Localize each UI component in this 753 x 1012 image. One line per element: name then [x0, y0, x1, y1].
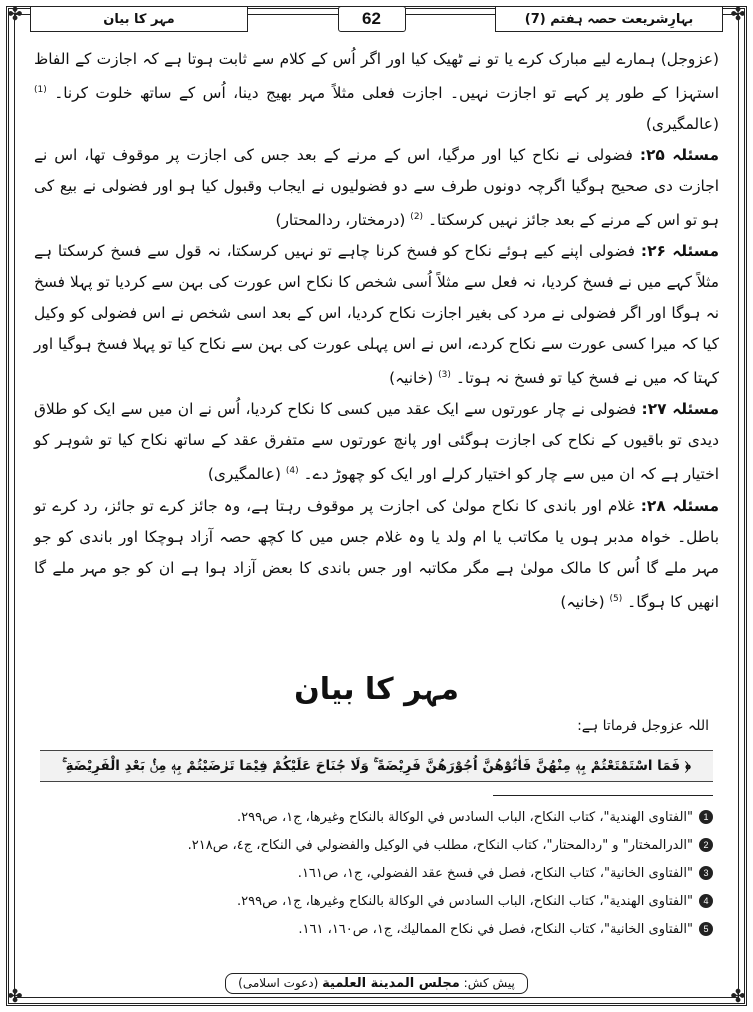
source-citation: (درمختار، ردالمحتار)	[275, 211, 406, 230]
masala-27: مسئلہ ۲۷: فضولی نے چار عورتوں سے ایک عقد میں کسی کا نکاح کردیا، اُس نے ان میں سے ایک کو طلاق دیدی تو باقیوں کے نکاح کی اجازت ہوگئی اور پانچ عورتوں سے متفرق عقد کے ساتھ نکاح کیا تو شوہر کو اختیار ہے کہ ان میں سے چار کو اختیار کرلے اور ایک کو چھوڑ دے۔ $^{(4)}$ (عالمگیری)	[34, 400, 719, 484]
book-title: بہارِشریعت حصہ ہفتم (7)	[495, 6, 723, 32]
masala-26: مسئلہ ۲۶: فضولی اپنے کیے ہوئے نکاح کو فسخ کرنا چاہے تو نہیں کرسکتا، نہ قول سے فسخ کرسکتا ہے مثلاً کہے میں نے فسخ کردیا، نہ فعل سے مثلاً اُسی شخص کا نکاح اس عورت کی بہن سے کردیا تو پہلا فسخ نہ ہوگا اور اگر فضولی نے مرد کی بغیر اجازت نکاح کردیا، اس کے بعد اسی شخص نے اس فضولی کو وکیل کیا کہ میرا کسی عورت سے نکاح کردے، اس نے اس پہلی عورت کی بہن سے نکاح کیا تو پہلا فسخ ہوگیا اور کہتا کہ میں نے فسخ کیا تو فسخ نہ ہوتا۔ $^{(3)}$ (خانیہ)	[34, 242, 719, 388]
footnote-text: "الفتاوی الهندية"، كتاب النكاح، الباب السادس في الوكالة بالنكاح وغيرها، ج١، ص٢٩٩.	[237, 809, 693, 825]
masala-label: مسئلہ ۲۷:	[641, 400, 719, 419]
footnote-ref[interactable]: (2)	[410, 212, 424, 223]
footnote-text: "الدرالمختار" و "ردالمحتار"، كتاب النكاح، مطلب في الوكيل والفضولي في النكاح، ج٤، ص٢١٨.	[187, 837, 693, 853]
footnote-number: 5	[699, 922, 713, 936]
footnote-item	[40, 803, 713, 831]
page-number: 62	[338, 6, 406, 32]
masala-label: مسئلہ ۲۵:	[639, 146, 719, 165]
corner-ornament-icon: ✤	[7, 986, 23, 1007]
footnote-item	[40, 915, 713, 943]
footnote-text: "الفتاوی الخانية"، كتاب النكاح، فصل في نكاح المماليك، ج١، ص١٦٠، ١٦١.	[298, 921, 693, 937]
footnote-text: "الفتاوی الخانية"، كتاب النكاح، فصل في فسخ عقد الفضولي، ج١، ص١٦١.	[297, 865, 693, 881]
chapter-title: مہر کا بیان	[30, 6, 248, 32]
footer-prefix: پیش کش:	[463, 976, 515, 990]
body-text	[34, 44, 719, 618]
footnote-ref[interactable]: (3)	[438, 370, 451, 381]
footnote-number: 1	[699, 810, 713, 824]
source-citation: (عالمگیری)	[207, 465, 281, 484]
corner-ornament-icon: ✤	[730, 4, 746, 25]
publisher-badge	[225, 973, 528, 994]
corner-ornament-icon: ✤	[730, 986, 746, 1007]
verse-intro: اللہ عزوجل فرماتا ہے:	[577, 718, 709, 734]
footnote-number: 3	[699, 866, 713, 880]
source-citation: (عالمگیری)	[645, 115, 719, 134]
footnote-item	[40, 831, 713, 859]
corner-ornament-icon: ✤	[7, 4, 23, 25]
publisher-suffix: (دعوت اسلامی)	[238, 976, 319, 990]
masala-25: مسئلہ ۲۵: فضولی نے نکاح کیا اور مرگیا، اس کے مرنے کے بعد جس کی اجازت پر موقوف تھا، اس نے اجازت دی صحیح ہوگیا اگرچہ دونوں طرف سے دو فضولیوں نے ایجاب وقبول کیا ہو اور فضولی نے بیع کی ہو تو اس کے مرنے کے بعد جائز نہیں کرسکتا۔ $^{(2)}$ (درمختار، ردالمحتار)	[34, 146, 719, 230]
page-footer	[0, 973, 753, 994]
footnote-ref[interactable]: (4)	[285, 466, 299, 477]
masala-28: مسئلہ ۲۸: غلام اور باندی کا نکاح مولیٰ کی اجازت پر موقوف رہتا ہے، وہ جائز کرے تو جائز، رد کرے تو باطل۔ خواہ مدبر ہوں یا مکاتب یا ام ولد یا وہ غلام جس میں کا کچھ حصہ آزاد ہوچکا اور باندی کو جو مہر ملے گا اُس کا مالک مولیٰ ہے مگر مکاتبہ اور جس باندی کا بعض آزاد ہوا ہے ان کو جو مہر ملے گا انھیں کا ہوگا۔ $^{(5)}$ (خانیہ)	[34, 496, 720, 611]
footnote-item	[40, 859, 713, 887]
quran-verse: ﴿ فَمَا اسْتَمْتَعْتُمْ بِهٖ مِنْهُنَّ فَاٰتُوْهُنَّ اُجُوْرَهُنَّ فَرِيْضَةً ۚ وَلَا جُنَاحَ عَلَيْكُمْ فِيْمَا تَرٰضَيْتُمْ بِهٖ مِنْۢ بَعْدِ الْفَرِيْضَةِ ۚ	[40, 750, 713, 782]
section-heading: مہر کا بیان	[294, 672, 459, 707]
footnote-number: 4	[699, 894, 713, 908]
footnotes-list	[40, 803, 713, 943]
footnote-divider	[493, 795, 713, 796]
footnote-number: 2	[699, 838, 713, 852]
footnote-text: "الفتاوی الهندية"، كتاب النكاح، الباب السادس في الوكالة بالنكاح وغيرها، ج١، ص٢٩٩.	[237, 893, 693, 909]
masala-label: مسئلہ ۲۶:	[640, 242, 719, 261]
footnote-ref[interactable]: (1)	[34, 85, 47, 95]
page-header	[30, 4, 723, 34]
footnote-item	[40, 887, 713, 915]
source-citation: (خانیہ)	[560, 592, 605, 611]
publisher-name: مجلس المدينة العلمية	[322, 976, 460, 991]
masala-label: مسئلہ ۲۸:	[640, 496, 720, 515]
footnote-ref[interactable]: (5)	[609, 593, 623, 604]
paragraph: (عزوجل) ہمارے لیے مبارک کرے یا تو نے ٹھیک کیا اور اگر اُس کے کلام سے ثابت ہوتا ہے کہ اجازت کے الفاظ استہزا کے طور پر کہے تو اجازت نہیں۔ اجازت فعلی مثلاً مہر بھیج دینا، اُس کے ساتھ خلوت کرنا۔ $^{(1)}$ (عالمگیری)	[34, 50, 719, 134]
source-citation: (خانیہ)	[389, 369, 434, 388]
